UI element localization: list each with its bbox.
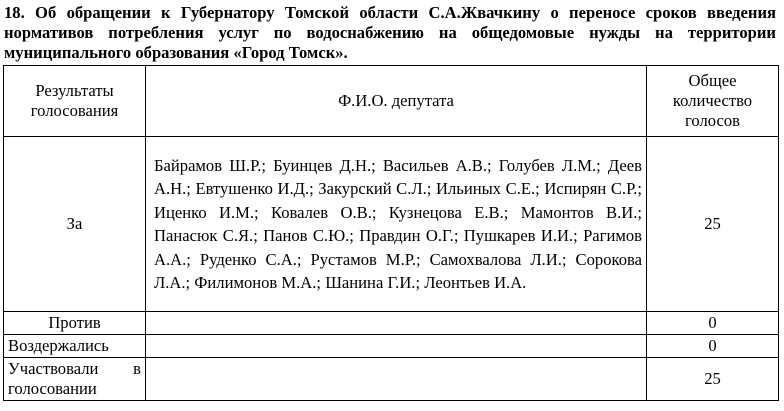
voting-results-table [3,65,779,401]
table-row [4,358,779,401]
table-header-row [4,66,779,137]
deputy-names [146,312,647,335]
deputy-names [146,335,647,358]
table-row [4,137,779,312]
vote-count: 0 [647,335,779,358]
result-label: Воздержались [4,335,146,358]
result-label: Участвовали в голосовании [4,358,146,401]
result-label: За [4,137,146,312]
header-results: Результаты голосования [4,66,146,137]
deputy-names [146,358,647,401]
vote-count: 25 [647,358,779,401]
header-total-votes: Общее количество голосов [647,66,779,137]
vote-count: 25 [647,137,779,312]
result-label: Против [4,312,146,335]
table-row [4,312,779,335]
agenda-item-heading: 18. Об обращении к Губернатору Томской области С.А.Жвачкину о переносе сроков введения нормативов потребления услуг по водоснабжению на общедомовые нужды на территории муниципального образования «Город Томск». [4,3,776,62]
table-row [4,335,779,358]
header-deputy-name: Ф.И.О. депутата [146,66,647,137]
deputy-names: Байрамов Ш.Р.; Буинцев Д.Н.; Васильев А.В.; Голубев Л.М.; Деев А.Н.; Евтушенко И.Д.; Закурский С.Л.; Ильиных С.Е.; Испирян С.Р.; Иценко И.М.; Ковалев О.В.; Кузнецова Е.В.; Мамонтов В.И.; Панасюк С.Я.; Панов С.Ю.; Правдин О.Г.; Пушкарев И.И.; Рагимов А.А.; Руденко С.А.; Рустамов М.Р.; Самохвалова Л.И.; Сорокова Л.А.; Филимонов М.А.; Шанина Г.И.; Леонтьев И.А. [146,137,647,312]
vote-count: 0 [647,312,779,335]
